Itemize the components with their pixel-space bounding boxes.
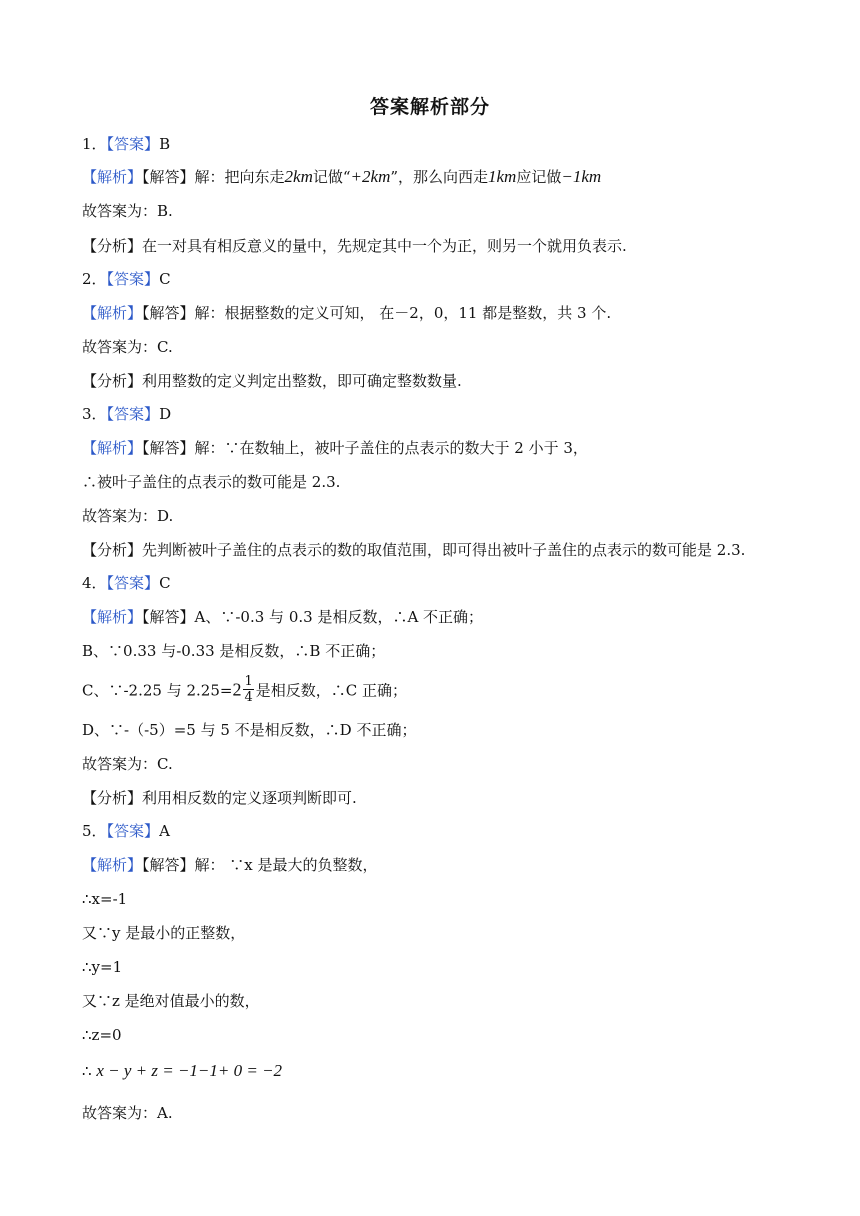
answer-tag: 【答案】 (106, 270, 160, 288)
q5-conclusion: 故答案为：A. (82, 1104, 173, 1122)
q1-number: 1． (82, 135, 107, 153)
q3-header (82, 403, 171, 425)
q3-line2: ∴被叶子盖住的点表示的数可能是 2.3. (82, 473, 341, 491)
fenxi-tag: 【分析】 (82, 372, 143, 390)
q2-solution (82, 302, 611, 324)
q5-line-5: ∴z=0 (82, 1026, 122, 1044)
q5-line-4: 又∵z 是绝对值最小的数， (82, 992, 260, 1010)
q3-answer: D (159, 405, 172, 423)
q1-math-2: +2km (350, 167, 391, 186)
q3-conclusion: 故答案为：D. (82, 507, 174, 525)
q3-number: 3． (82, 405, 107, 423)
q3-fenxi-text: 先判断被叶子盖住的点表示的数的取值范围，即可得出被叶子盖住的点表示的数可能是 2.3. (142, 541, 746, 559)
q4-answer: C (159, 574, 171, 592)
q1-text-c: ”，那么向西走 (390, 168, 489, 186)
answer-tag: 【答案】 (106, 405, 160, 423)
q4-line-d: D、∵-（-5）=5 与 5 不是相反数，∴D 不正确； (82, 721, 417, 739)
q1-math-3: 1km (488, 167, 517, 186)
q2-header (82, 268, 171, 290)
q5-solution (82, 854, 378, 876)
analysis-tag: 【解析】 (82, 168, 143, 186)
fraction-numerator: 1 (244, 674, 253, 689)
q5-line-2: 又∵y 是最小的正整数， (82, 924, 246, 942)
q5-number: 5． (82, 822, 107, 840)
q4-fenxi-text: 利用相反数的定义逐项判断即可. (142, 789, 357, 807)
q5-header (82, 820, 170, 842)
solution-tag: 【解答】 (142, 304, 195, 322)
fraction (243, 674, 253, 705)
q5-line-6 (82, 1060, 282, 1082)
analysis-tag: 【解析】 (82, 439, 143, 457)
answer-tag: 【答案】 (106, 135, 160, 153)
q1-math-4: −1km (561, 167, 602, 186)
q5-equation: x − y + z = −1−1+ 0 = −2 (96, 1061, 283, 1080)
analysis-tag: 【解析】 (82, 304, 143, 322)
q4-fenxi (82, 787, 357, 809)
q1-solution (82, 166, 601, 188)
q1-answer: B (159, 135, 171, 153)
q4-number: 4． (82, 574, 107, 592)
fenxi-tag: 【分析】 (82, 789, 143, 807)
q4-header (82, 572, 171, 594)
solution-tag: 【解答】 (142, 856, 195, 874)
q4-line-b: B、∵0.33 与-0.33 是相反数，∴B 不正确； (82, 642, 386, 660)
answer-tag: 【答案】 (106, 822, 160, 840)
q3-solution (82, 437, 588, 459)
q3-fenxi (82, 539, 745, 561)
q4-solution (82, 606, 483, 628)
q2-fenxi-text: 利用整数的定义判定出整数，即可确定整数数量. (142, 372, 462, 390)
solution-tag: 【解答】 (142, 168, 195, 186)
analysis-tag: 【解析】 (82, 856, 143, 874)
therefore-symbol: ∴ (82, 1062, 92, 1080)
q5-line-3: ∴y=1 (82, 958, 123, 976)
q5-line-1: ∴x=-1 (82, 890, 128, 908)
fenxi-tag: 【分析】 (82, 237, 143, 255)
q3-sol-text: 解：∵在数轴上，被叶子盖住的点表示的数大于 2 小于 3， (194, 439, 588, 457)
q1-text-d: 应记做 (516, 168, 562, 186)
q2-answer: C (159, 270, 171, 288)
q1-fenxi-text: 在一对具有相反意义的量中，先规定其中一个为正，则另一个就用负表示. (142, 237, 627, 255)
q1-header (82, 133, 170, 155)
q4-line-c (82, 676, 407, 707)
q4-line-c-text-a: C、∵-2.25 与 2.25= (82, 681, 233, 700)
q2-sol-text: 解：根据整数的定义可知， 在－2，0，11 都是整数，共 3 个. (194, 304, 612, 322)
analysis-tag: 【解析】 (82, 608, 143, 626)
q5-sol-text: 解： ∵x 是最大的负整数， (194, 856, 378, 874)
solution-tag: 【解答】 (142, 608, 195, 626)
q1-text-a: 解：把向东走 (194, 168, 285, 186)
q4-line-c-text-b: 是相反数，∴C 正确； (255, 681, 407, 700)
q1-fenxi (82, 235, 627, 257)
q2-number: 2． (82, 270, 107, 288)
answer-tag: 【答案】 (106, 574, 160, 592)
q1-conclusion: 故答案为：B. (82, 202, 173, 220)
mixed-number-whole: 2 (232, 679, 242, 700)
fenxi-tag: 【分析】 (82, 541, 143, 559)
q4-conclusion: 故答案为：C. (82, 755, 173, 773)
q1-math-1: 2km (284, 167, 313, 186)
fraction-denominator: 4 (244, 690, 253, 705)
solution-tag: 【解答】 (142, 439, 195, 457)
q5-answer: A (159, 822, 170, 840)
page-title: 答案解析部分 (369, 96, 490, 118)
q2-conclusion: 故答案为：C. (82, 338, 173, 356)
q4-line-a: A、∵-0.3 与 0.3 是相反数，∴A 不正确； (194, 608, 484, 626)
q2-fenxi (82, 370, 462, 392)
q1-text-b: 记做“ (312, 168, 351, 186)
